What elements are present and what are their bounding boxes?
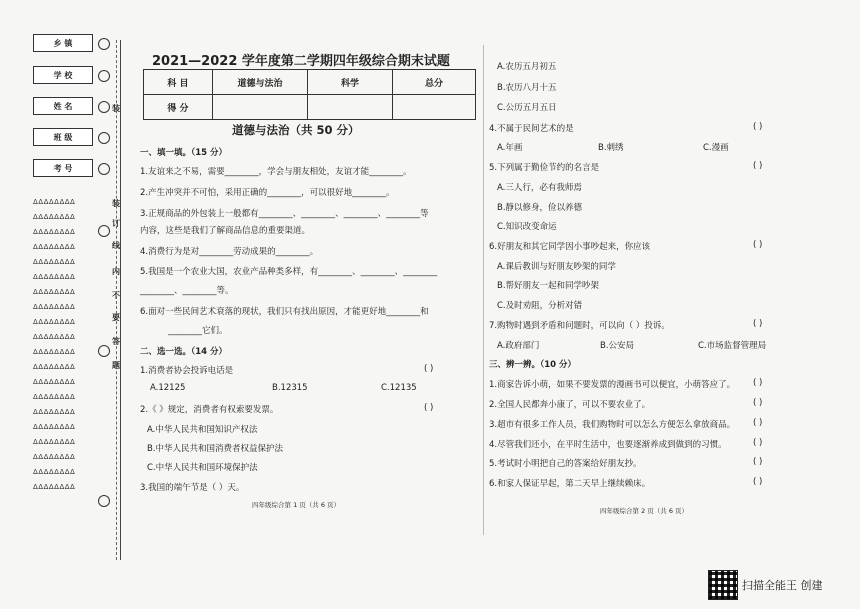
- choice-question: 3.我国的端午节是（ ）天。: [140, 483, 245, 493]
- score-cell-score-label: 得 分: [144, 95, 213, 120]
- fill-question: 5.我国是一个农业大国，农业产品种类多样，有________、________、________: [140, 267, 438, 277]
- binding-hole: [98, 70, 110, 82]
- side-label-class: 班 级: [33, 128, 93, 146]
- judge-item: 4.尽管我们还小，在平时生活中，也要逐渐养成到做到的习惯。: [489, 440, 727, 450]
- side-label-school: 学 校: [33, 66, 93, 84]
- binding-hole: [98, 38, 110, 50]
- score-cell-total: 总分: [393, 70, 476, 95]
- subject-heading: 道德与法治（共 50 分）: [232, 123, 360, 137]
- answer-paren: ( ): [424, 364, 434, 374]
- fill-question: 4.消费行为是对________劳动成果的________。: [140, 247, 319, 257]
- binding-hole: [98, 132, 110, 144]
- answer-paren: ( ): [753, 398, 763, 408]
- judge-item: 2.全国人民都奔小康了，可以不要农业了。: [489, 400, 651, 410]
- triangle-row: ΔΔΔΔΔΔΔΔ: [33, 378, 76, 386]
- fill-question: 1.友谊来之不易，需要________，学会与朋友相处，友谊才能________。: [140, 167, 412, 177]
- judge-item: 1.商家告诉小萌，如果不要发票的漫画书可以便宜，小萌答应了。: [489, 380, 736, 390]
- choice-option: B.刺绣: [598, 143, 624, 153]
- binding-solid-line: [120, 40, 121, 560]
- side-label-town: 乡 镇: [33, 34, 93, 52]
- fill-question-cont: ________、________等。: [140, 286, 234, 296]
- choice-option: C.公历五月五日: [497, 103, 557, 113]
- vertical-char: 要: [112, 313, 120, 322]
- triangle-row: ΔΔΔΔΔΔΔΔ: [33, 303, 76, 311]
- triangle-row: ΔΔΔΔΔΔΔΔ: [33, 438, 76, 446]
- score-cell-empty: [393, 95, 476, 120]
- fill-question: 6.面对一些民间艺术衰落的现状，我们只有找出原因，才能更好地________和: [140, 307, 429, 317]
- triangle-row: ΔΔΔΔΔΔΔΔ: [33, 258, 76, 266]
- choice-question: 6.好朋友和其它同学因小事吵起来，你应该: [489, 242, 651, 252]
- page-footer-right: 四年级综合第 2 页（共 6 页）: [600, 507, 689, 515]
- fill-question-cont: 内容，这些是我们了解商品信息的重要渠道。: [140, 226, 311, 236]
- triangle-row: ΔΔΔΔΔΔΔΔ: [33, 468, 76, 476]
- choice-question: 7.购物时遇到矛盾和问题时，可以向（ ）投诉。: [489, 321, 670, 331]
- binding-hole: [98, 495, 110, 507]
- choice-option: B.公安局: [600, 341, 635, 351]
- side-label-name: 姓 名: [33, 97, 93, 115]
- choice-option: C.及时劝阻，分析对错: [497, 301, 583, 311]
- triangle-row: ΔΔΔΔΔΔΔΔ: [33, 348, 76, 356]
- vertical-char: 装: [112, 199, 120, 208]
- score-cell-science: 科学: [308, 70, 393, 95]
- score-cell-empty: [213, 95, 308, 120]
- triangle-row: ΔΔΔΔΔΔΔΔ: [33, 408, 76, 416]
- choice-option: A.中华人民共和国知识产权法: [147, 425, 258, 435]
- triangle-row: ΔΔΔΔΔΔΔΔ: [33, 363, 76, 371]
- exam-title: 2021—2022 学年度第二学期四年级综合期末试题: [152, 54, 450, 69]
- choice-option: B.帮好朋友一起和同学吵架: [497, 281, 600, 291]
- score-cell-subject: 科 目: [144, 70, 213, 95]
- qr-code-icon: [708, 570, 738, 600]
- section1-heading: 一、填一填。（15 分）: [140, 148, 228, 158]
- choice-option: C.12135: [381, 383, 417, 393]
- choice-option: A.年画: [497, 143, 523, 153]
- triangle-row: ΔΔΔΔΔΔΔΔ: [33, 288, 76, 296]
- choice-question: 4.不属于民间艺术的是: [489, 124, 574, 134]
- answer-paren: ( ): [424, 403, 434, 413]
- fill-question: 3.正规商品的外包装上一般都有________、________、________、________等: [140, 209, 429, 219]
- choice-option: C.中华人民共和国环境保护法: [147, 463, 258, 473]
- answer-paren: ( ): [753, 161, 763, 171]
- choice-option: A.课后教训与好朋友吵架的同学: [497, 262, 616, 272]
- section2-heading: 二、选一选。（14 分）: [140, 347, 228, 357]
- triangle-row: ΔΔΔΔΔΔΔΔ: [33, 483, 76, 491]
- section3-heading: 三、辨一辨。（10 分）: [489, 360, 577, 370]
- scanner-watermark: 扫描全能王 创建: [742, 579, 823, 592]
- binding-hole: [98, 345, 110, 357]
- triangle-row: ΔΔΔΔΔΔΔΔ: [33, 213, 76, 221]
- judge-item: 6.和家人保证早起，第二天早上继续赖床。: [489, 479, 651, 489]
- vertical-char: 线: [112, 241, 120, 250]
- score-cell-morality: 道德与法治: [213, 70, 308, 95]
- choice-option: B.农历八月十五: [497, 83, 557, 93]
- vertical-char: 订: [112, 219, 120, 228]
- triangle-row: ΔΔΔΔΔΔΔΔ: [33, 273, 76, 281]
- score-table: [143, 69, 476, 120]
- side-label-exam-number: 考 号: [33, 159, 93, 177]
- binding-dashed-line: [116, 40, 117, 560]
- choice-option: C.漫画: [703, 143, 729, 153]
- vertical-char: 答: [112, 337, 120, 346]
- answer-paren: ( ): [753, 319, 763, 329]
- answer-paren: ( ): [753, 240, 763, 250]
- page-footer-left: 四年级综合第 1 页（共 6 页）: [252, 501, 341, 509]
- answer-paren: ( ): [753, 378, 763, 388]
- judge-item: 5.考试时小明把自己的答案给好朋友抄。: [489, 459, 642, 469]
- vertical-char: 题: [112, 361, 120, 370]
- choice-option: C.市场监督管理局: [698, 341, 767, 351]
- answer-paren: ( ): [753, 457, 763, 467]
- choice-question: 1.消费者协会投诉电话是: [140, 366, 234, 376]
- binding-hole: [98, 163, 110, 175]
- vertical-char: 不: [112, 291, 120, 300]
- vertical-char: 装: [112, 104, 120, 113]
- fill-question-cont: ________它们。: [168, 326, 228, 336]
- binding-hole: [98, 225, 110, 237]
- choice-option: B.中华人民共和国消费者权益保护法: [147, 444, 284, 454]
- choice-option: A.12125: [150, 383, 186, 393]
- triangle-row: ΔΔΔΔΔΔΔΔ: [33, 333, 76, 341]
- answer-paren: ( ): [753, 438, 763, 448]
- vertical-char: 内: [112, 267, 120, 276]
- triangle-row: ΔΔΔΔΔΔΔΔ: [33, 198, 76, 206]
- binding-hole: [98, 101, 110, 113]
- choice-question: 2.《 》规定，消费者有权索要发票。: [140, 405, 279, 415]
- choice-option: B.12315: [272, 383, 308, 393]
- answer-paren: ( ): [753, 418, 763, 428]
- fill-question: 2.产生冲突并不可怕，采用正确的________，可以很好地________。: [140, 188, 395, 198]
- choice-option: B.静以修身，俭以养德: [497, 203, 583, 213]
- triangle-row: ΔΔΔΔΔΔΔΔ: [33, 423, 76, 431]
- triangle-row: ΔΔΔΔΔΔΔΔ: [33, 393, 76, 401]
- choice-option: A.三人行，必有我师焉: [497, 183, 582, 193]
- choice-option: C.知识改变命运: [497, 222, 557, 232]
- choice-question: 5.下列属于勤俭节约的名言是: [489, 163, 600, 173]
- answer-paren: ( ): [753, 122, 763, 132]
- triangle-row: ΔΔΔΔΔΔΔΔ: [33, 228, 76, 236]
- triangle-row: ΔΔΔΔΔΔΔΔ: [33, 243, 76, 251]
- triangle-row: ΔΔΔΔΔΔΔΔ: [33, 453, 76, 461]
- page-divider: [483, 45, 484, 535]
- triangle-row: ΔΔΔΔΔΔΔΔ: [33, 318, 76, 326]
- answer-paren: ( ): [753, 477, 763, 487]
- choice-option: A.政府部门: [497, 341, 540, 351]
- score-cell-empty: [308, 95, 393, 120]
- choice-option: A.农历五月初五: [497, 62, 557, 72]
- judge-item: 3.超市有很多工作人员，我们购物时可以怎么方便怎么拿放商品。: [489, 420, 736, 430]
